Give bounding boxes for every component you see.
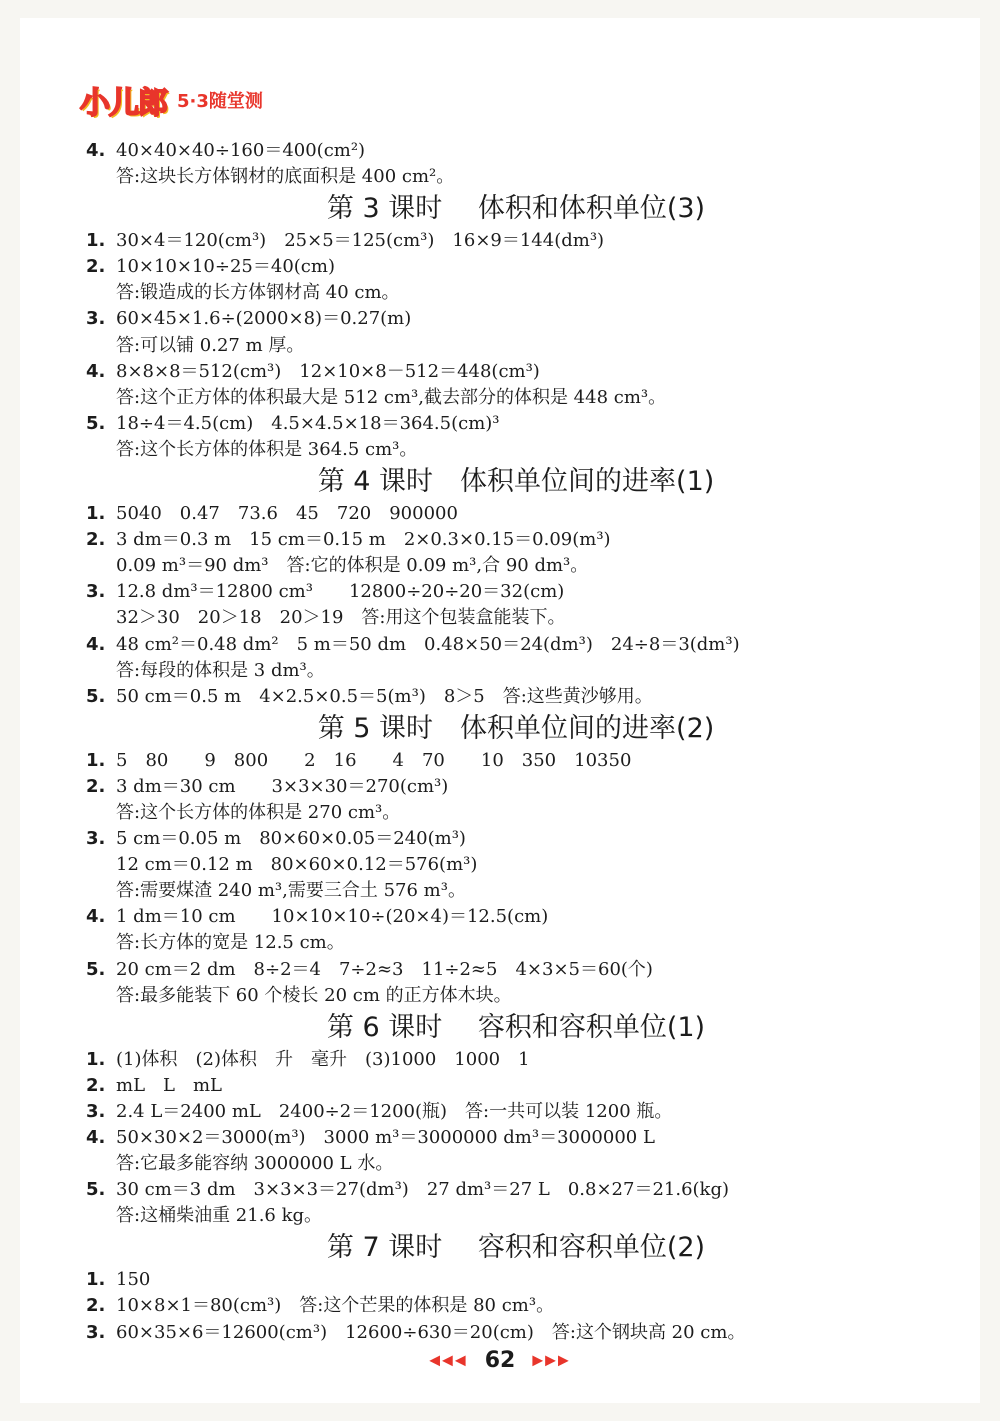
- answer-text: 答:这个正方体的体积最大是 512 cm³,截去部分的体积是 448 cm³。: [116, 386, 667, 408]
- item-number: 5.: [86, 958, 106, 980]
- item-number: 5.: [86, 412, 106, 434]
- header: [80, 80, 263, 120]
- answer-item: [86, 1293, 946, 1319]
- answer-item: [86, 1047, 946, 1073]
- answer-text: mL L mL: [116, 1074, 222, 1096]
- answer-text: 3 dm＝0.3 m 15 cm＝0.15 m 2×0.3×0.15＝0.09(m³): [116, 529, 611, 551]
- answer-text: 150: [116, 1269, 151, 1291]
- answer-item: [86, 411, 946, 437]
- answer-text: 答:这桶柴油重 21.6 kg。: [116, 1205, 323, 1227]
- answer-text: 5 80 9 800 2 16 4 70 10 350 10350: [116, 749, 632, 771]
- answer-continuation: [86, 983, 946, 1009]
- answer-text: (1)体积 (2)体积 升 毫升 (3)1000 1000 1: [116, 1048, 530, 1070]
- answer-text: 答:可以铺 0.27 m 厚。: [116, 334, 305, 356]
- answer-text: 20 cm＝2 dm 8÷2＝4 7÷2≈3 11÷2≈5 4×3×5＝60(个): [116, 958, 653, 980]
- item-number: 2.: [86, 529, 106, 551]
- answer-text: 答:锻造成的长方体钢材高 40 cm。: [116, 282, 400, 304]
- answer-item: [86, 138, 946, 164]
- answer-text: 12.8 dm³＝12800 cm³ 12800÷20÷20＝32(cm): [116, 581, 565, 603]
- item-number: 5.: [86, 685, 106, 707]
- answer-text: 答:这个长方体的体积是 364.5 cm³。: [116, 438, 418, 460]
- item-number: 3.: [86, 828, 106, 850]
- answer-continuation: [86, 164, 946, 190]
- item-number: 1.: [86, 230, 106, 252]
- item-number: 2.: [86, 1074, 106, 1096]
- answer-item: [86, 527, 946, 553]
- answer-text: 2.4 L＝2400 mL 2400÷2＝1200(瓶) 答:一共可以装 1200 瓶。: [116, 1100, 673, 1122]
- answer-text: 48 cm²＝0.48 dm² 5 m＝50 dm 0.48×50＝24(dm³) 24÷8＝3(dm³): [116, 633, 740, 655]
- answer-item: [86, 1177, 946, 1203]
- item-number: 1.: [86, 503, 106, 525]
- answer-text: 答:需要煤渣 240 m³,需要三合土 576 m³。: [116, 880, 466, 902]
- answer-text: 30 cm＝3 dm 3×3×3＝27(dm³) 27 dm³＝27 L 0.8×27＝21.6(kg): [116, 1179, 729, 1201]
- answer-text: 10×8×1＝80(cm³) 答:这个芒果的体积是 80 cm³。: [116, 1295, 555, 1317]
- answer-item: [86, 1125, 946, 1151]
- answer-item: [86, 957, 946, 983]
- answer-text: 8×8×8＝512(cm³) 12×10×8－512＝448(cm³): [116, 360, 540, 382]
- answer-item: [86, 904, 946, 930]
- item-number: 4.: [86, 140, 106, 161]
- answer-item: [86, 254, 946, 280]
- answer-text: 60×35×6＝12600(cm³) 12600÷630＝20(cm) 答:这个钢块高 20 cm。: [116, 1321, 746, 1343]
- answer-continuation: [86, 800, 946, 826]
- answer-item: [86, 632, 946, 658]
- item-number: 4.: [86, 1127, 106, 1148]
- answer-item: [86, 1073, 946, 1099]
- answer-continuation: [86, 1151, 946, 1177]
- next-arrows-icon: ▶▶▶: [532, 1352, 571, 1369]
- answer-text: 12 cm＝0.12 m 80×60×0.12＝576(m³): [116, 854, 478, 876]
- answer-text: 40×40×40÷160＝400(cm²): [116, 140, 366, 161]
- lesson-heading: 第 3 课时 体积和体积单位(3): [326, 193, 706, 225]
- answer-text: 60×45×1.6÷(2000×8)＝0.27(m): [116, 308, 412, 330]
- item-number: 5.: [86, 1179, 106, 1201]
- answer-item: [86, 579, 946, 605]
- item-number: 3.: [86, 1321, 106, 1343]
- lesson-heading: 第 5 课时 体积单位间的进率(2): [317, 712, 715, 744]
- answer-item: [86, 826, 946, 852]
- answer-continuation: [86, 553, 946, 579]
- answer-text: 18÷4＝4.5(cm) 4.5×4.5×18＝364.5(cm)³: [116, 412, 500, 434]
- answer-text: 答:最多能装下 60 个棱长 20 cm 的正方体木块。: [116, 984, 512, 1006]
- answer-text: 50×30×2＝3000(m³) 3000 m³＝3000000 dm³＝3000000 L: [116, 1127, 655, 1148]
- item-number: 2.: [86, 256, 106, 278]
- answer-item: [86, 684, 946, 710]
- item-number: 4.: [86, 906, 106, 928]
- item-number: 1.: [86, 1269, 106, 1291]
- lesson-heading: 第 4 课时 体积单位间的进率(1): [317, 466, 715, 498]
- answer-text: 答:每段的体积是 3 dm³。: [116, 659, 325, 681]
- answer-continuation: [86, 333, 946, 359]
- answer-item: [86, 1267, 946, 1293]
- item-number: 1.: [86, 1048, 106, 1070]
- answer-continuation: [86, 605, 946, 631]
- answer-text: 5040 0.47 73.6 45 720 900000: [116, 503, 458, 525]
- footer: [0, 1348, 1000, 1373]
- answer-continuation: [86, 385, 946, 411]
- answer-content: [86, 138, 946, 1346]
- answer-continuation: [86, 437, 946, 463]
- answer-text: 3 dm＝30 cm 3×3×30＝270(cm³): [116, 775, 449, 797]
- answer-text: 1 dm＝10 cm 10×10×10÷(20×4)＝12.5(cm): [116, 906, 549, 928]
- answer-item: [86, 359, 946, 385]
- answer-text: 5 cm＝0.05 m 80×60×0.05＝240(m³): [116, 828, 466, 850]
- answer-continuation: [86, 658, 946, 684]
- answer-continuation: [86, 852, 946, 878]
- answer-text: 答:这个长方体的体积是 270 cm³。: [116, 801, 401, 823]
- prev-arrows-icon: ◀◀◀: [429, 1352, 468, 1369]
- answer-item: [86, 228, 946, 254]
- answer-continuation: [86, 1203, 946, 1229]
- answer-continuation: [86, 280, 946, 306]
- item-number: 3.: [86, 308, 106, 330]
- answer-text: 答:长方体的宽是 12.5 cm。: [116, 932, 345, 954]
- answer-text: 10×10×10÷25＝40(cm): [116, 256, 335, 278]
- answer-text: 答:这块长方体钢材的底面积是 400 cm²。: [116, 166, 455, 188]
- item-number: 3.: [86, 581, 106, 603]
- answer-item: [86, 501, 946, 527]
- answer-item: [86, 748, 946, 774]
- lesson-heading: 第 7 课时 容积和容积单位(2): [326, 1232, 706, 1264]
- answer-item: [86, 1099, 946, 1125]
- answer-text: 32＞30 20＞18 20＞19 答:用这个包装盒能装下。: [116, 607, 566, 629]
- answer-item: [86, 306, 946, 332]
- item-number: 3.: [86, 1100, 106, 1122]
- answer-item: [86, 1320, 946, 1346]
- answer-text: 30×4＝120(cm³) 25×5＝125(cm³) 16×9＝144(dm³): [116, 230, 605, 252]
- item-number: 4.: [86, 360, 106, 382]
- lesson-heading: 第 6 课时 容积和容积单位(1): [326, 1011, 706, 1043]
- brand-logo: 小儿郎: [80, 86, 167, 121]
- page-number: 62: [484, 1348, 516, 1373]
- item-number: 2.: [86, 1295, 106, 1317]
- item-number: 1.: [86, 749, 106, 771]
- answer-continuation: [86, 878, 946, 904]
- item-number: 4.: [86, 633, 106, 655]
- answer-item: [86, 774, 946, 800]
- item-number: 2.: [86, 775, 106, 797]
- answer-continuation: [86, 930, 946, 956]
- answer-text: 50 cm＝0.5 m 4×2.5×0.5＝5(m³) 8＞5 答:这些黄沙够用。: [116, 685, 653, 707]
- answer-text: 0.09 m³＝90 dm³ 答:它的体积是 0.09 m³,合 90 dm³。: [116, 555, 589, 577]
- series-title: 5·3随堂测: [177, 91, 263, 112]
- answer-text: 答:它最多能容纳 3000000 L 水。: [116, 1153, 394, 1175]
